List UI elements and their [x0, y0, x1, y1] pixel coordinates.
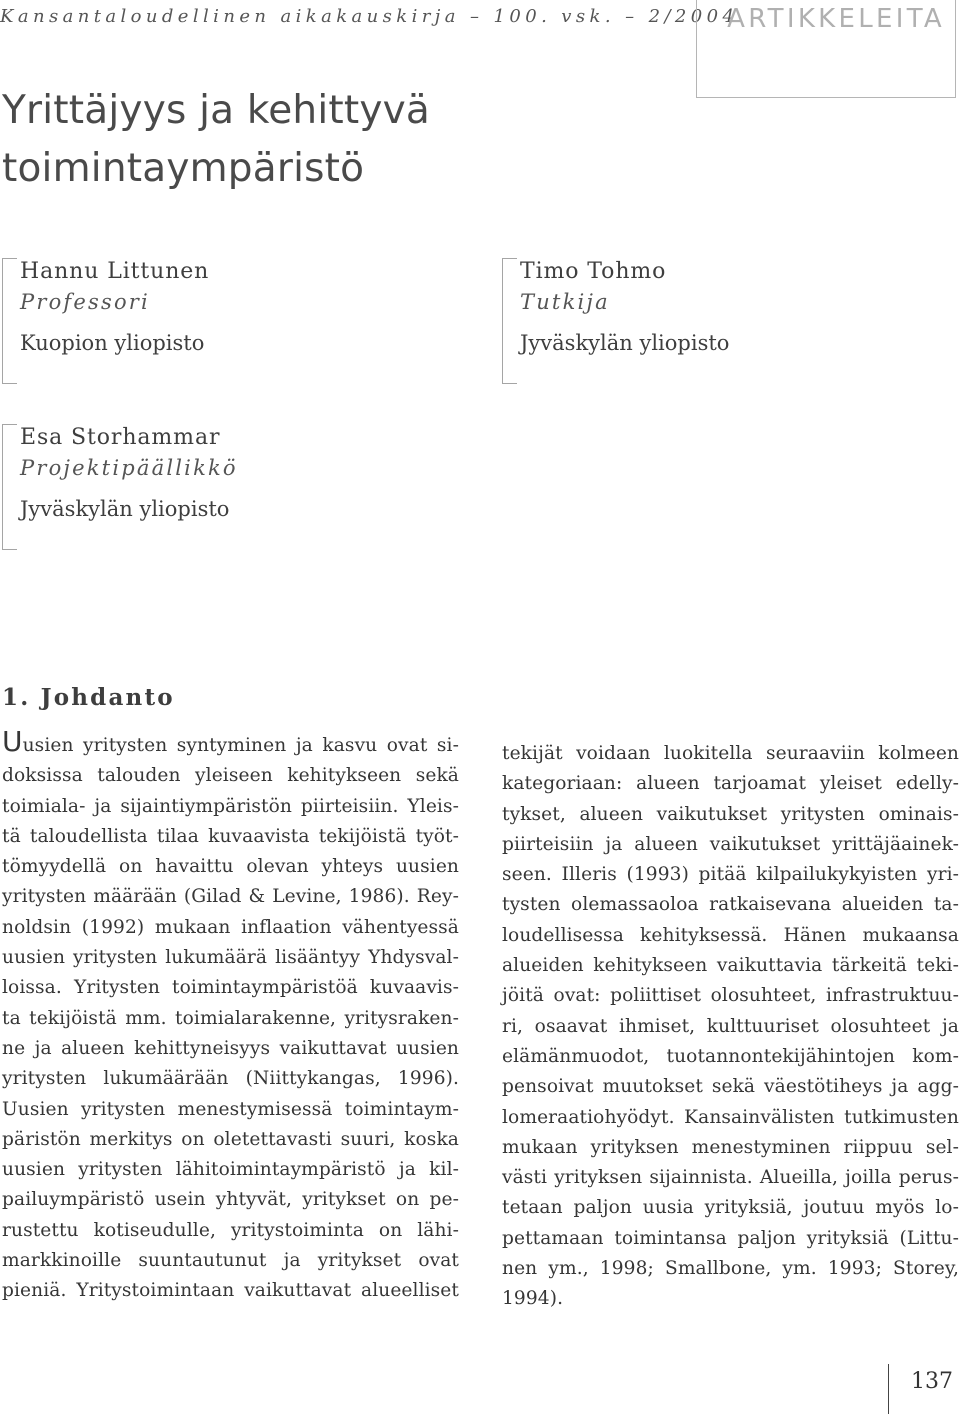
- body-line: mukaan yrityksen menestyminen riippuu sel-: [502, 1136, 959, 1158]
- section-label: ARTIKKELEITA: [727, 4, 945, 34]
- article-title: [2, 82, 430, 198]
- body-line: uusien yritysten lukumäärä lisääntyy Yhdysval-: [2, 947, 459, 969]
- body-line-text: usien yritysten syntyminen ja kasvu ovat si-: [22, 735, 459, 756]
- author-role: Projektipäällikkö: [20, 456, 238, 480]
- body-column-right: [502, 739, 959, 1315]
- body-line: västi yrityksen sijainnista. Alueilla, joilla perus-: [502, 1167, 959, 1189]
- body-line: ta tekijöistä mm. toimialarakenne, yritysraken-: [2, 1007, 459, 1029]
- section-heading: 1. Johdanto: [2, 684, 175, 711]
- body-line: nen ym., 1998; Smallbone, ym. 1993; Storey,: [502, 1258, 959, 1280]
- body-line: tekijät voidaan luokitella seuraaviin kolmeen: [502, 743, 959, 764]
- section-label-box: [696, 0, 956, 98]
- body-line: lomeraatiohyödyt. Kansainvälisten tutkimusten: [502, 1106, 959, 1128]
- page-number-rule: [888, 1364, 889, 1414]
- body-line: tysten olemassaoloa ratkaisevana alueiden ta-: [502, 894, 959, 916]
- body-line: piirteisiin ja alueen vaikutukset yrittäjäainek-: [502, 833, 959, 855]
- body-line: 1994).: [502, 1288, 564, 1310]
- body-line: loudellisessa kehityksessä. Hänen mukaansa: [502, 924, 959, 946]
- author-role: Professori: [20, 290, 150, 314]
- author-role: Tutkija: [520, 290, 610, 314]
- body-line: tömyydellä on havaittu olevan yhteys uusien: [2, 856, 459, 878]
- body-line: tykset, alueen vaikutukset yritysten ominais-: [502, 803, 959, 825]
- author-name: Hannu Littunen: [20, 259, 210, 284]
- body-line: toimiala- ja sijaintiympäristön piirteisiin. Yleis-: [2, 795, 459, 817]
- author-card-3: [2, 424, 238, 550]
- body-line: päristön merkitys on oletettavasti suuri, koska: [2, 1128, 459, 1150]
- body-line: loissa. Yritysten toimintaympäristöä kuvaavis-: [2, 977, 459, 999]
- body-column-left: [2, 725, 459, 1307]
- body-line: yritysten lukumäärään (Niittykangas, 1996).: [2, 1068, 459, 1090]
- journal-header: Kansantaloudellinen aikakauskirja – 100. vsk. – 2/2004: [0, 6, 739, 27]
- author-card-2: [502, 258, 729, 384]
- body-line: rustettu kotiseudulle, yritystoiminta on lähi-: [2, 1219, 459, 1241]
- article-title-line-2: toimintaympäristö: [2, 146, 365, 191]
- body-line: alueiden kehitykseen vaikuttavia tärkeitä teki-: [502, 955, 959, 977]
- author-name: Timo Tohmo: [520, 259, 667, 284]
- body-line: tetaan paljon uusia yrityksiä, joutuu myös lo-: [502, 1197, 959, 1219]
- body-line: ri, osaavat ihmiset, kulttuuriset olosuhteet ja: [502, 1015, 959, 1037]
- author-affiliation: Jyväskylän yliopisto: [20, 497, 230, 521]
- body-line: pailuympäristö usein yhtyvät, yritykset on pe-: [2, 1189, 459, 1211]
- body-line: noldsin (1992) mukaan inflaation vähentyessä: [2, 916, 459, 938]
- page-number: 137: [911, 1369, 953, 1394]
- body-line: uusien yritysten lähitoimintaympäristö ja kil-: [2, 1159, 459, 1181]
- body-line: yritysten määrään (Gilad & Levine, 1986). Rey-: [2, 886, 459, 908]
- body-line: pieniä. Yritystoimintaan vaikuttavat alueelliset: [2, 1280, 459, 1302]
- body-line: [2, 725, 459, 761]
- body-line: jöitä ovat: poliittiset olosuhteet, infrastruktuu-: [502, 985, 959, 1007]
- author-affiliation: Kuopion yliopisto: [20, 331, 205, 355]
- body-line: elämänmuodot, tuotannontekijähintojen kom-: [502, 1045, 959, 1067]
- body-line: Uusien yritysten menestymisessä toimintaym-: [2, 1098, 459, 1120]
- body-line: tä taloudellista tilaa kuvaavista tekijöistä työt-: [2, 825, 459, 847]
- body-line: kategoriaan: alueen tarjoamat yleiset edelly-: [502, 773, 959, 795]
- body-line: doksissa talouden yleiseen kehitykseen sekä: [2, 765, 459, 787]
- author-name: Esa Storhammar: [20, 425, 221, 450]
- drop-cap: U: [2, 725, 23, 758]
- author-card-1: [2, 258, 209, 384]
- body-line: markkinoille suuntautunut ja yritykset ovat: [2, 1250, 459, 1272]
- body-line: seen. Illeris (1993) pitää kilpailukykyisten yri-: [502, 864, 959, 886]
- author-affiliation: Jyväskylän yliopisto: [520, 331, 730, 355]
- body-line: ne ja alueen kehittyneisyys vaikuttavat uusien: [2, 1037, 459, 1059]
- body-line: pensoivat muutokset sekä väestötiheys ja agg-: [502, 1076, 959, 1098]
- body-line: pettamaan toimintansa paljon yrityksiä (Littu-: [502, 1227, 959, 1249]
- article-title-line-1: Yrittäjyys ja kehittyvä: [2, 88, 431, 133]
